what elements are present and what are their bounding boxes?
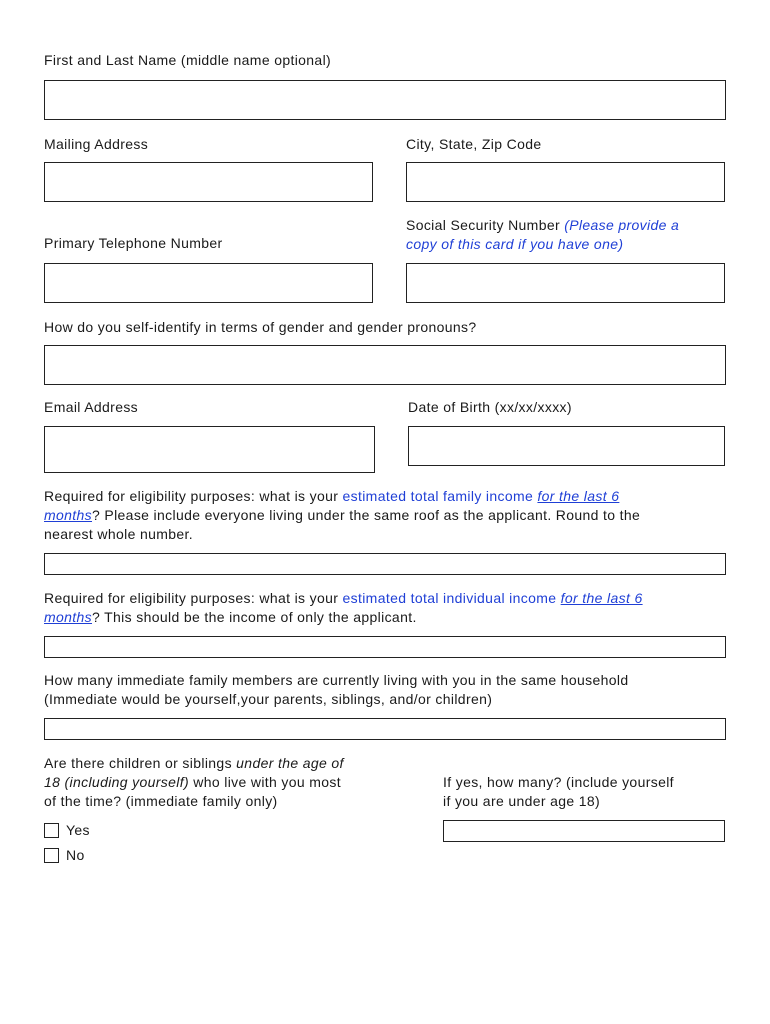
no-label: No: [66, 847, 85, 863]
phone-field[interactable]: [44, 263, 373, 303]
children-line-3: of the time? (immediate family only): [44, 793, 278, 809]
household-line-1: How many immediate family members are currently living with you in the same household: [44, 672, 629, 688]
mailing-address-label: Mailing Address: [44, 136, 149, 152]
children-line-1: [44, 754, 344, 774]
family-income-field[interactable]: [44, 553, 726, 575]
email-label: Email Address: [44, 399, 139, 415]
individual-income-mark: ?: [92, 609, 101, 625]
individual-income-prefix: Required for eligibility purposes: what is your: [44, 590, 343, 606]
individual-income-line-1: [44, 589, 643, 609]
city-state-zip-field[interactable]: [406, 162, 725, 202]
ssn-note-2: copy of this card if you have one): [406, 236, 624, 252]
phone-label: Primary Telephone Number: [44, 235, 223, 251]
children-line-2: [44, 773, 341, 793]
city-state-zip-label: City, State, Zip Code: [406, 136, 542, 152]
individual-income-period-1: for the last 6: [560, 590, 643, 606]
dob-field[interactable]: [408, 426, 725, 466]
gender-label: How do you self-identify in terms of gender and gender pronouns?: [44, 319, 477, 335]
individual-income-line-2: [44, 608, 417, 628]
yes-checkbox[interactable]: [44, 823, 59, 838]
yes-label: Yes: [66, 822, 90, 838]
family-income-highlight: estimated total family income: [342, 488, 534, 504]
mailing-address-field[interactable]: [44, 162, 373, 202]
ssn-field[interactable]: [406, 263, 725, 303]
household-field[interactable]: [44, 718, 726, 740]
individual-income-highlight: estimated total individual income: [342, 590, 557, 606]
family-income-rest-1: Please include everyone living under the same roof as the applicant. Round to the: [100, 507, 641, 523]
family-income-period-2: months: [44, 507, 93, 523]
name-label: First and Last Name (middle name optional): [44, 52, 332, 68]
individual-income-rest: This should be the income of only the applicant.: [100, 609, 417, 625]
children-count-line-2: if you are under age 18): [443, 793, 601, 809]
no-checkbox[interactable]: [44, 848, 59, 863]
household-line-2: (Immediate would be yourself,your parents, siblings, and/or children): [44, 691, 493, 707]
family-income-line-1: [44, 487, 619, 507]
name-field[interactable]: [44, 80, 726, 120]
family-income-rest-2: nearest whole number.: [44, 526, 193, 542]
gender-field[interactable]: [44, 345, 726, 385]
children-line-2a: 18 (including yourself): [44, 774, 190, 790]
family-income-mark: ?: [92, 507, 101, 523]
children-count-line-1: If yes, how many? (include yourself: [443, 774, 674, 790]
family-income-line-2: [44, 506, 640, 526]
ssn-label: [406, 216, 679, 236]
children-line-2b: who live with you most: [189, 774, 342, 790]
ssn-note-1: (Please provide a: [564, 217, 680, 233]
family-income-prefix: Required for eligibility purposes: what is your: [44, 488, 343, 504]
ssn-label-text: Social Security Number: [406, 217, 565, 233]
individual-income-period-2: months: [44, 609, 93, 625]
children-count-field[interactable]: [443, 820, 725, 842]
email-field[interactable]: [44, 426, 375, 473]
children-line-1b: under the age of: [236, 755, 344, 771]
dob-label: Date of Birth (xx/xx/xxxx): [408, 399, 572, 415]
individual-income-field[interactable]: [44, 636, 726, 658]
children-line-1a: Are there children or siblings: [44, 755, 237, 771]
family-income-period-1: for the last 6: [537, 488, 620, 504]
